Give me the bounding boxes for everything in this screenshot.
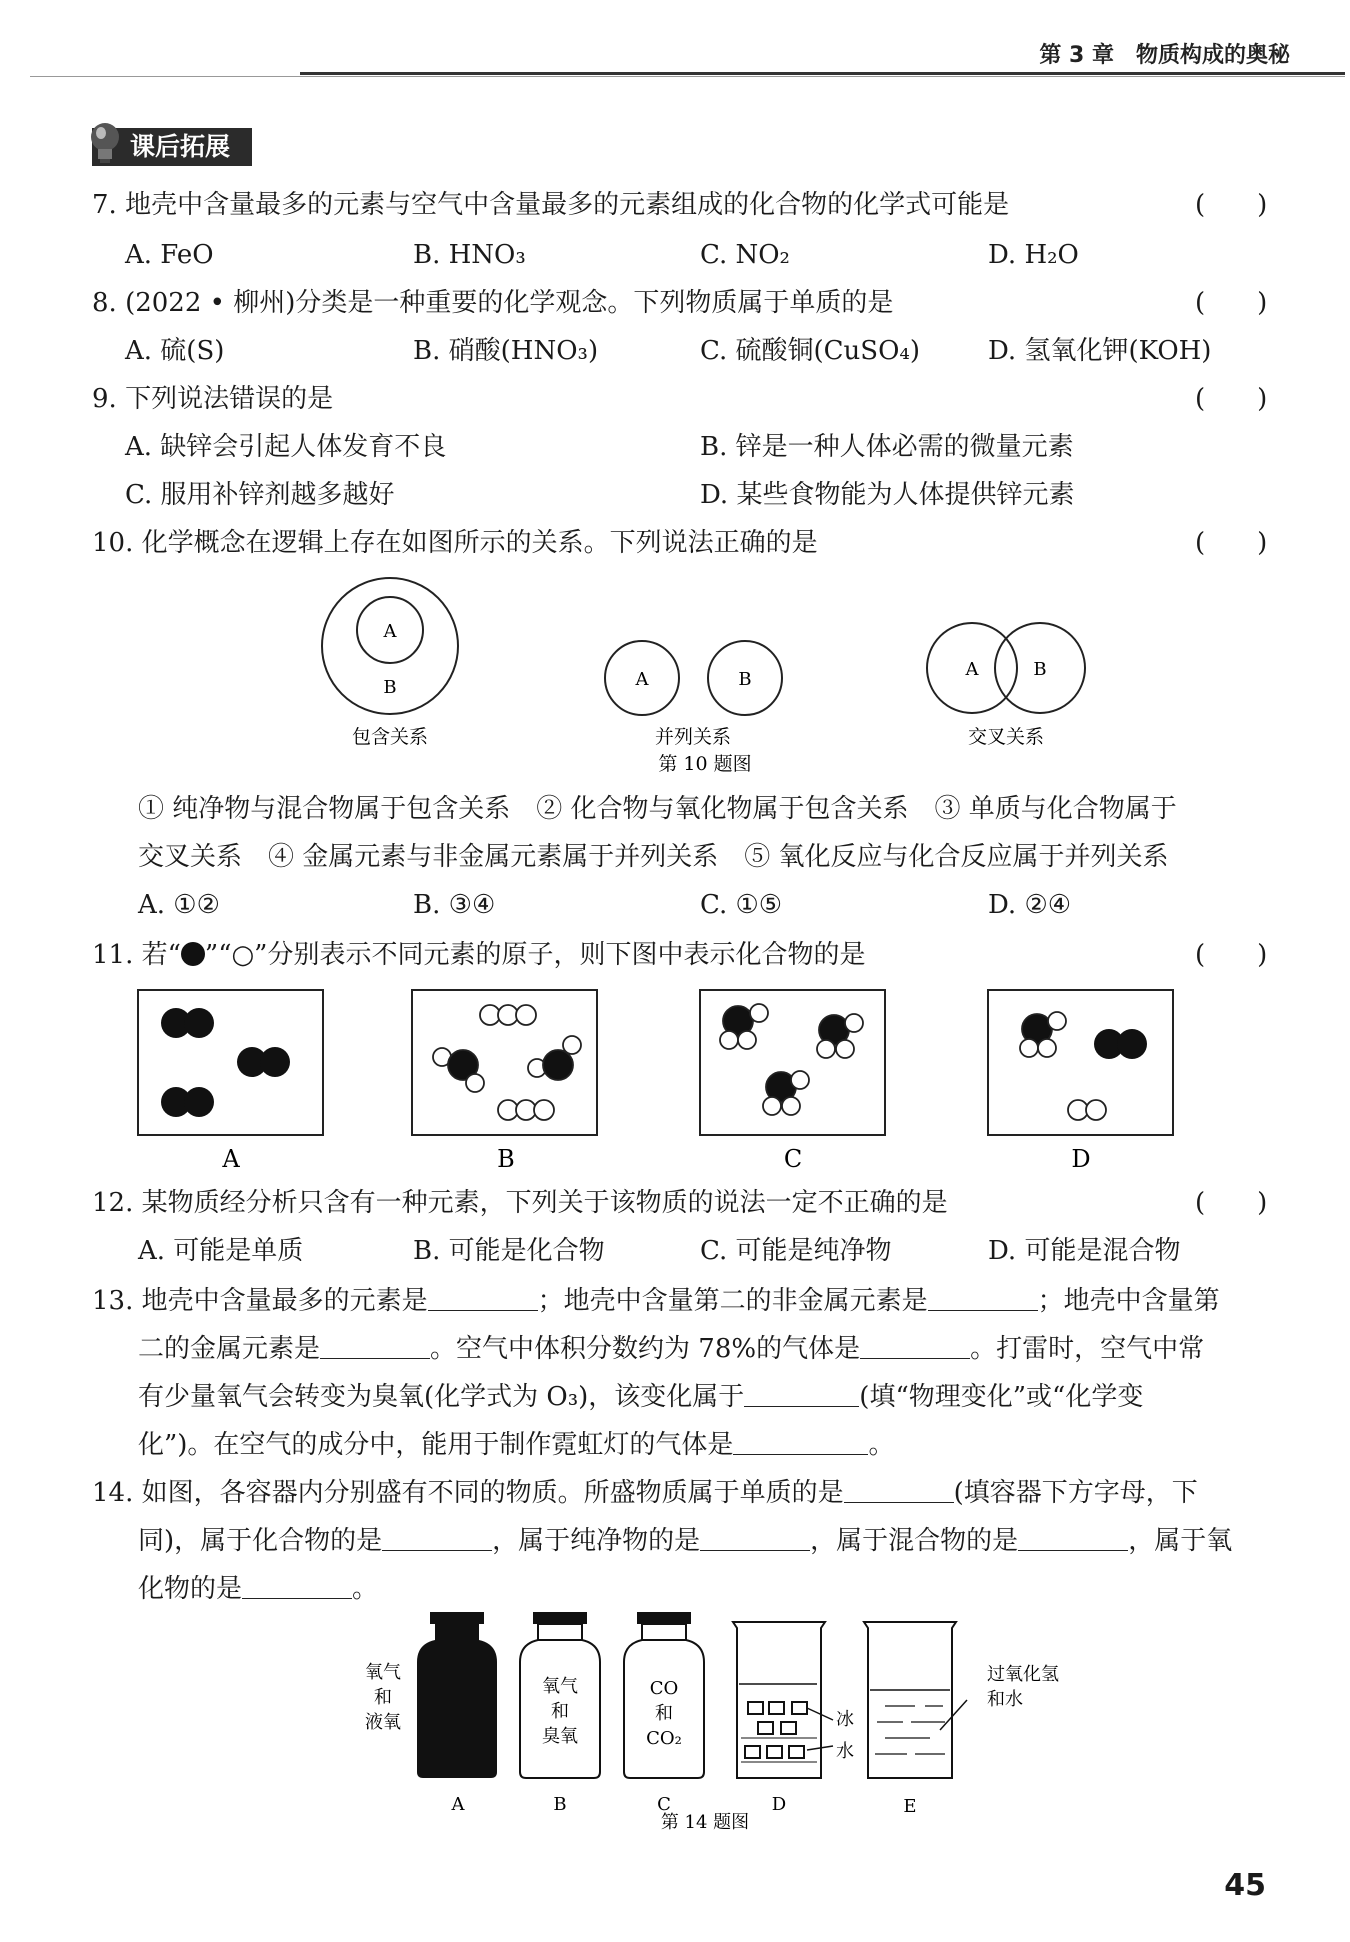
q8-option-a: A. 硫(S) bbox=[125, 336, 225, 366]
q11-label-a: A bbox=[222, 1145, 240, 1170]
q13-line1 bbox=[92, 1284, 1220, 1316]
chapter-header: 第 3 章 物质构成的奥秘 bbox=[1039, 43, 1290, 68]
q13-blank-2[interactable] bbox=[928, 1284, 1038, 1311]
q10-statement-line2: 交叉关系 ④ 金属元素与非金属元素属于并列关系 ⑤ 氧化反应与化合反应属于并列关系 bbox=[138, 842, 1169, 872]
parallel-diagram bbox=[605, 641, 782, 715]
q14-line3 bbox=[138, 1572, 378, 1604]
bottle-b-text-2: 和 bbox=[551, 1701, 569, 1722]
bottle-a-text-2: 和 bbox=[374, 1687, 392, 1708]
q13-text-2: ；地壳中含量第二的非金属元素是 bbox=[537, 1286, 928, 1316]
q11-label-c: C bbox=[783, 1145, 803, 1170]
fig14-title: 第 14 题图 bbox=[660, 1812, 750, 1830]
fig10-label-b: B bbox=[383, 677, 397, 698]
q7-option-c: C. NO₂ bbox=[700, 240, 790, 270]
fig10-parallel-label-b: B bbox=[738, 669, 752, 690]
fig10-title: 第 10 题图 bbox=[658, 753, 752, 775]
q13-text-8: (填“物理变化”或“化学变 bbox=[859, 1382, 1144, 1412]
q13-text-10: 。 bbox=[868, 1430, 895, 1460]
beaker-d bbox=[733, 1622, 833, 1778]
q13-line2 bbox=[138, 1332, 1204, 1364]
black-atom-icon bbox=[181, 942, 205, 966]
fig10-label-a: A bbox=[383, 621, 397, 642]
bottle-c-text-1: CO bbox=[649, 1678, 679, 1699]
q12-option-d: D. 可能是混合物 bbox=[988, 1236, 1181, 1266]
q10-stem: 10. 化学概念在逻辑上存在如图所示的关系。下列说法正确的是 bbox=[92, 528, 818, 558]
q9-stem: 9. 下列说法错误的是 bbox=[92, 384, 334, 414]
intersection-diagram bbox=[927, 623, 1085, 713]
q14-text-7: 化物的是 bbox=[138, 1574, 243, 1604]
q11-box-c bbox=[700, 990, 885, 1135]
q14-text-8: 。 bbox=[352, 1574, 379, 1604]
fig10-cross-label-b: B bbox=[1033, 659, 1047, 680]
q13-text-7: 有少量氧气会转变为臭氧(化学式为 O₃)，该变化属于 bbox=[138, 1382, 745, 1412]
q13-blank-5[interactable] bbox=[744, 1380, 859, 1407]
q7-option-d: D. H₂O bbox=[988, 240, 1079, 270]
q12-option-b: B. 可能是化合物 bbox=[413, 1236, 605, 1266]
bottle-c bbox=[624, 1612, 704, 1778]
beaker-e-text-2: 和水 bbox=[987, 1689, 1023, 1710]
container-label-b: B bbox=[553, 1794, 567, 1815]
q11-label-d: D bbox=[1071, 1145, 1091, 1170]
q11-box-d bbox=[988, 990, 1173, 1135]
q11-stem-rest: ”“○”分别表示不同元素的原子，则下图中表示化合物的是 bbox=[204, 940, 866, 970]
q10-option-d: D. ②④ bbox=[988, 890, 1072, 920]
q13-text-1: 13. 地壳中含量最多的元素是 bbox=[92, 1286, 428, 1316]
bottle-b-text-3: 臭氧 bbox=[542, 1726, 578, 1747]
q11-box-a bbox=[138, 990, 323, 1135]
q8-stem: 8. (2022 • 柳州)分类是一种重要的化学观念。下列物质属于单质的是 bbox=[92, 288, 894, 318]
fig10-caption-parallel: 并列关系 bbox=[654, 726, 732, 748]
bottle-c-text-2: 和 bbox=[655, 1703, 673, 1724]
container-label-d: D bbox=[771, 1794, 787, 1815]
q13-blank-3[interactable] bbox=[320, 1332, 430, 1359]
beaker-d-ice-label: 冰 bbox=[836, 1709, 854, 1730]
q8-option-c: C. 硫酸铜(CuSO₄) bbox=[700, 336, 920, 366]
q7-answer-paren: ( ) bbox=[1195, 190, 1268, 220]
q14-text-2: (填容器下方字母，下 bbox=[953, 1478, 1198, 1508]
q13-text-4: 二的金属元素是 bbox=[138, 1334, 321, 1364]
bottle-a bbox=[365, 1612, 497, 1778]
fig10-cross-label-a: A bbox=[965, 659, 979, 680]
q10-answer-paren: ( ) bbox=[1195, 528, 1268, 558]
q14-text-1: 14. 如图，各容器内分别盛有不同的物质。所盛物质属于单质的是 bbox=[92, 1478, 844, 1508]
q10-figure bbox=[300, 570, 1120, 780]
q13-blank-1[interactable] bbox=[428, 1284, 538, 1311]
container-label-c: C bbox=[657, 1794, 671, 1815]
q7-stem: 7. 地壳中含量最多的元素与空气中含量最多的元素组成的化合物的化学式可能是 bbox=[92, 190, 1010, 220]
q14-blank-5[interactable] bbox=[242, 1572, 352, 1599]
q12-answer-paren: ( ) bbox=[1195, 1188, 1268, 1218]
q13-blank-4[interactable] bbox=[860, 1332, 970, 1359]
header-thin-rule bbox=[30, 76, 1345, 77]
q7-option-b: B. HNO₃ bbox=[413, 240, 526, 270]
q12-stem: 12. 某物质经分析只含有一种元素，下列关于该物质的说法一定不正确的是 bbox=[92, 1188, 948, 1218]
bottle-c-text-3: CO₂ bbox=[646, 1728, 682, 1749]
q10-option-c: C. ①⑤ bbox=[700, 890, 783, 920]
q13-text-6: 。打雷时，空气中常 bbox=[970, 1334, 1205, 1364]
q11-stem-pre: 11. 若“ bbox=[92, 940, 181, 970]
q14-text-6: ，属于氧 bbox=[1128, 1526, 1233, 1556]
q14-text-5: ，属于混合物的是 bbox=[810, 1526, 1019, 1556]
q13-blank-6[interactable] bbox=[733, 1428, 868, 1455]
fig10-caption-cross: 交叉关系 bbox=[967, 726, 1045, 748]
bottle-a-text-1: 氧气 bbox=[365, 1662, 401, 1683]
beaker-e bbox=[864, 1622, 967, 1778]
beaker-d-water-label: 水 bbox=[836, 1741, 854, 1762]
fig10-caption-contain: 包含关系 bbox=[351, 726, 429, 748]
lightbulb-icon bbox=[88, 122, 122, 164]
q14-blank-2[interactable] bbox=[382, 1524, 492, 1551]
q13-text-5: 。空气中体积分数约为 78%的气体是 bbox=[430, 1334, 861, 1364]
q14-figure bbox=[355, 1610, 1075, 1830]
q13-line3 bbox=[138, 1380, 1143, 1412]
q10-option-b: B. ③④ bbox=[413, 890, 496, 920]
q13-line4 bbox=[138, 1428, 894, 1460]
q9-option-d: D. 某些食物能为人体提供锌元素 bbox=[700, 480, 1075, 510]
q9-answer-paren: ( ) bbox=[1195, 384, 1268, 414]
q14-blank-3[interactable] bbox=[700, 1524, 810, 1551]
header-rule bbox=[300, 72, 1345, 75]
bottle-b bbox=[520, 1612, 600, 1778]
q14-line2 bbox=[138, 1524, 1232, 1556]
q14-text-4: ，属于纯净物的是 bbox=[492, 1526, 701, 1556]
q14-blank-4[interactable] bbox=[1018, 1524, 1128, 1551]
q8-option-d: D. 氢氧化钾(KOH) bbox=[988, 336, 1212, 366]
container-label-e: E bbox=[903, 1796, 917, 1817]
container-label-a: A bbox=[451, 1794, 465, 1815]
q9-option-a: A. 缺锌会引起人体发育不良 bbox=[125, 432, 447, 462]
q14-text-3: 同)，属于化合物的是 bbox=[138, 1526, 383, 1556]
q10-statement-line1: ① 纯净物与混合物属于包含关系 ② 化合物与氧化物属于包含关系 ③ 单质与化合物属于 bbox=[138, 794, 1177, 824]
q12-option-a: A. 可能是单质 bbox=[138, 1236, 304, 1266]
q8-option-b: B. 硝酸(HNO₃) bbox=[413, 336, 599, 366]
q11-figure bbox=[130, 985, 1190, 1170]
q11-answer-paren: ( ) bbox=[1195, 940, 1268, 970]
q7-option-a: A. FeO bbox=[125, 240, 214, 270]
q11-stem bbox=[92, 940, 865, 970]
beaker-e-text-1: 过氧化氢 bbox=[987, 1664, 1059, 1685]
q13-text-9: 化”)。在空气的成分中，能用于制作霓虹灯的气体是 bbox=[138, 1430, 734, 1460]
q9-option-c: C. 服用补锌剂越多越好 bbox=[125, 480, 395, 510]
bottle-a-text-3: 液氧 bbox=[365, 1712, 401, 1733]
fig10-parallel-label-a: A bbox=[635, 669, 649, 690]
q8-answer-paren: ( ) bbox=[1195, 288, 1268, 318]
q10-option-a: A. ①② bbox=[138, 890, 220, 920]
q13-text-3: ；地壳中含量第 bbox=[1037, 1286, 1220, 1316]
page-number: 45 bbox=[1224, 1868, 1266, 1903]
q14-line1 bbox=[92, 1476, 1198, 1508]
bottle-b-text-1: 氧气 bbox=[542, 1676, 578, 1697]
q14-blank-1[interactable] bbox=[844, 1476, 954, 1503]
q11-box-b bbox=[412, 990, 597, 1135]
section-badge: 课后拓展 bbox=[92, 128, 252, 166]
q12-option-c: C. 可能是纯净物 bbox=[700, 1236, 892, 1266]
q11-label-b: B bbox=[497, 1145, 515, 1170]
q9-option-b: B. 锌是一种人体必需的微量元素 bbox=[700, 432, 1074, 462]
containment-diagram bbox=[322, 578, 458, 714]
